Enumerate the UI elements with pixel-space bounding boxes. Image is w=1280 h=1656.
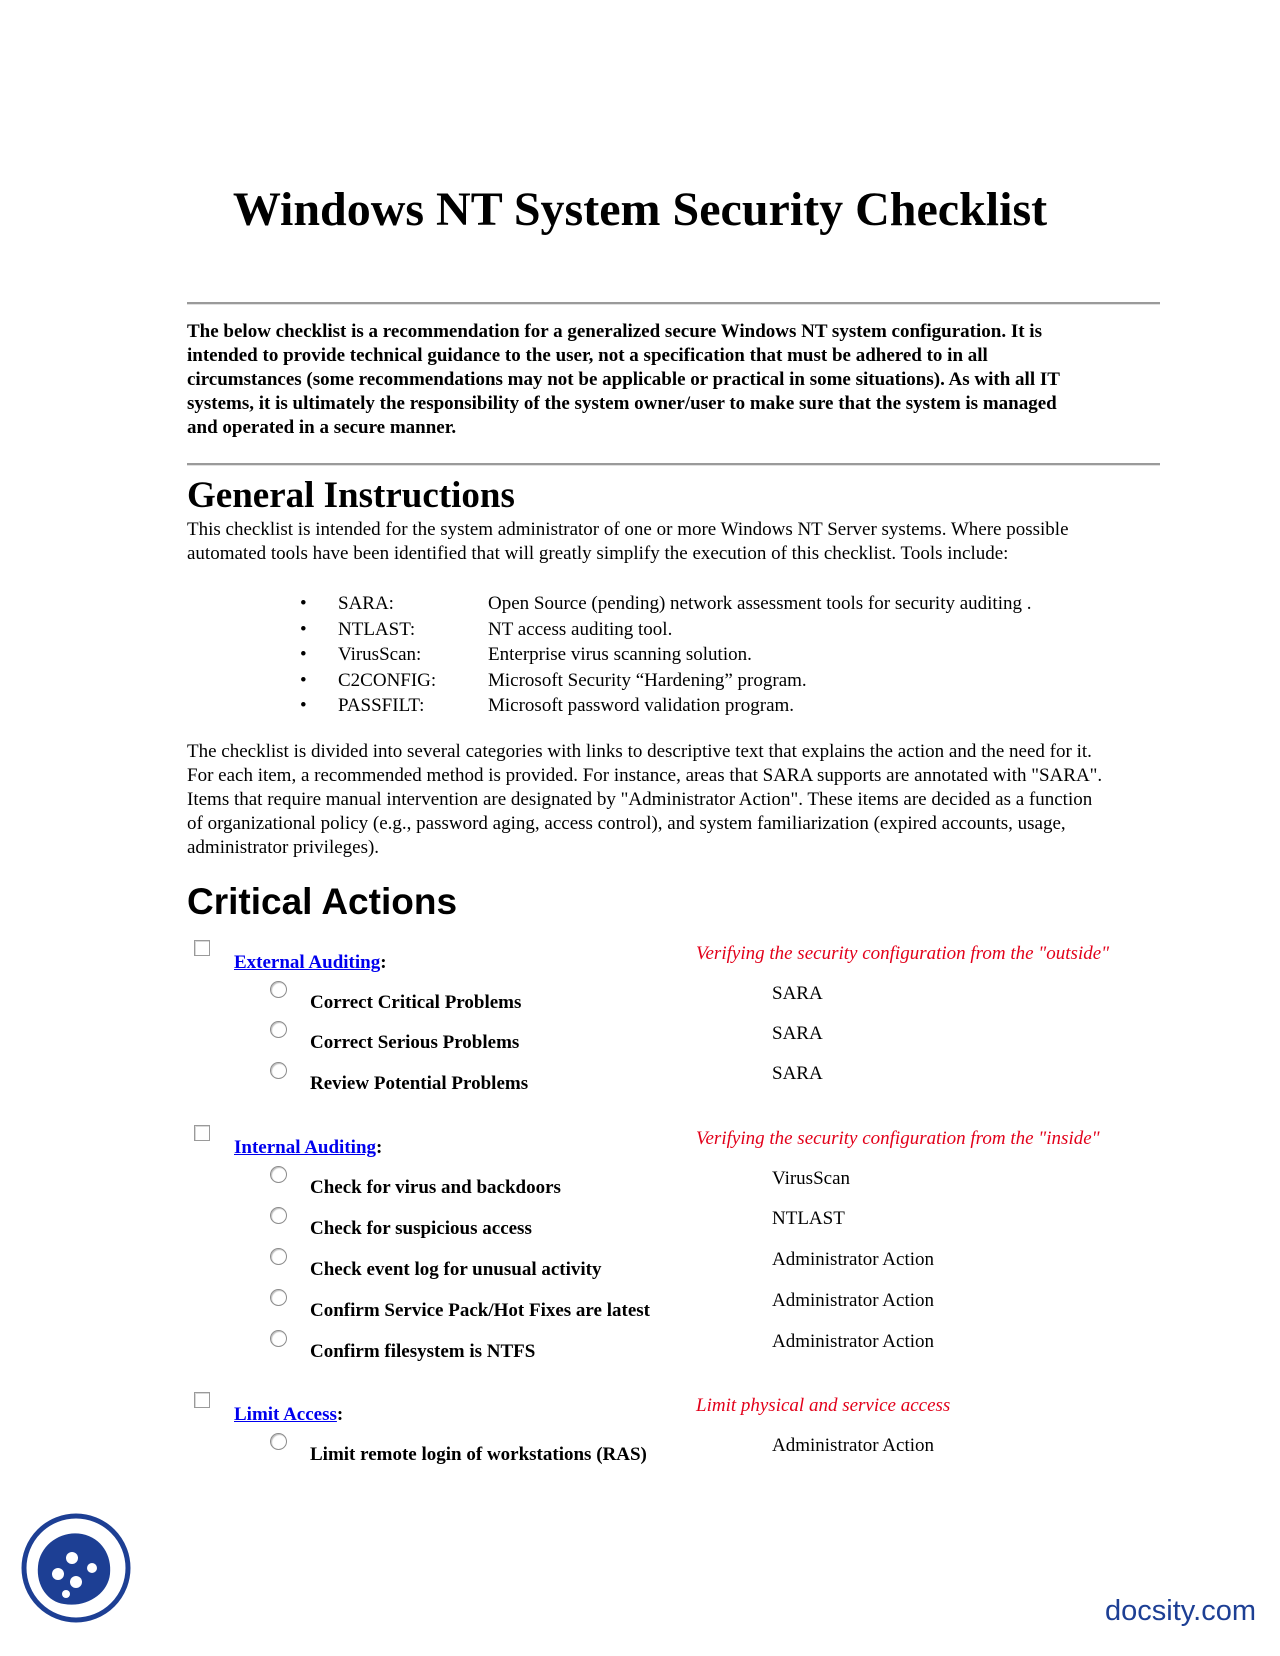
bullet: • (300, 593, 307, 614)
internal-auditing-link[interactable]: Internal Auditing (234, 1137, 377, 1158)
general-paragraph-1: This checklist is intended for the system administrator of one or more Windows NT Server systems. Where possible automated tools have been identified that will greatly simplify the execution of this checklist. Tools include: (187, 519, 1069, 564)
item-tool: SARA (772, 1063, 823, 1084)
limit-access-description: Limit physical and service access (696, 1395, 951, 1416)
item-label: Check for virus and backdoors (310, 1177, 561, 1198)
item-label: Confirm filesystem is NTFS (310, 1341, 536, 1362)
external-auditing-category (234, 952, 387, 974)
external-auditing-checkbox[interactable] (194, 940, 210, 956)
item-label: Check for suspicious access (310, 1218, 532, 1239)
item-tool: VirusScan (772, 1168, 851, 1189)
item-label: Check event log for unusual activity (310, 1259, 602, 1280)
tool-name: SARA: (338, 593, 394, 614)
radio-review-potential[interactable] (270, 1062, 287, 1079)
item-label: Correct Serious Problems (310, 1032, 520, 1053)
tool-description: Microsoft Security “Hardening” program. (488, 669, 807, 691)
item-tool: NTLAST (772, 1208, 845, 1229)
item-tool: Administrator Action (772, 1331, 935, 1352)
external-auditing-description: Verifying the security configuration from the "outside" (696, 943, 1110, 964)
internal-auditing-checkbox[interactable] (194, 1125, 210, 1141)
radio-check-suspicious[interactable] (270, 1207, 287, 1224)
tool-name: C2CONFIG: (338, 669, 437, 691)
bullet: • (300, 618, 307, 640)
item-label: Confirm Service Pack/Hot Fixes are latest (310, 1300, 650, 1321)
limit-access-link[interactable]: Limit Access (234, 1404, 337, 1425)
tool-description: Microsoft password validation program. (488, 695, 795, 716)
item-tool: Administrator Action (772, 1249, 935, 1270)
docsity-logo-icon (20, 1512, 132, 1624)
radio-confirm-service-pack[interactable] (270, 1289, 287, 1306)
tool-name: NTLAST: (338, 618, 416, 640)
tool-description: NT access auditing tool. (488, 618, 673, 640)
critical-actions-heading: Critical Actions (187, 881, 458, 922)
internal-auditing-description: Verifying the security configuration from the "inside" (696, 1128, 1100, 1149)
item-tool: SARA (772, 1023, 823, 1044)
docsity-brand[interactable]: docsity.com (1105, 1595, 1256, 1627)
general-instructions-heading: General Instructions (187, 475, 515, 516)
item-tool: Administrator Action (772, 1435, 935, 1456)
tool-description: Open Source (pending) network assessment tools for security auditing . (488, 593, 1032, 614)
tool-name: VirusScan: (338, 644, 422, 665)
bullet: • (300, 695, 307, 716)
divider (187, 302, 1160, 305)
divider (187, 463, 1160, 466)
tool-name: PASSFILT: (338, 695, 425, 716)
bullet: • (300, 669, 307, 691)
internal-auditing-category (234, 1137, 382, 1159)
tool-description: Enterprise virus scanning solution. (488, 644, 752, 665)
intro-paragraph: The below checklist is a recommendation for a generalized secure Windows NT system configuration. It is intended to provide technical guidance to the user, not a specification that must be adhered to in all circumstances (some recommendations may not be applicable or practical in some situations). As with all IT systems, it is ultimately the responsibility of the system owner/user to make sure that the system is managed and operated in a secure manner. (187, 321, 1060, 438)
page-title: Windows NT System Security Checklist (232, 183, 1048, 236)
radio-check-virus[interactable] (270, 1166, 287, 1183)
radio-limit-remote-login[interactable] (270, 1433, 287, 1450)
radio-confirm-ntfs[interactable] (270, 1330, 287, 1347)
radio-correct-serious[interactable] (270, 1021, 287, 1038)
bullet: • (300, 644, 307, 665)
external-auditing-link[interactable]: External Auditing (234, 952, 381, 973)
limit-access-category (234, 1404, 343, 1426)
item-label: Review Potential Problems (310, 1073, 529, 1094)
colon: : (376, 1137, 383, 1158)
item-label: Limit remote login of workstations (RAS) (310, 1444, 647, 1465)
radio-check-event-log[interactable] (270, 1248, 287, 1265)
limit-access-checkbox[interactable] (194, 1392, 210, 1408)
colon: : (380, 952, 387, 973)
radio-correct-critical[interactable] (270, 981, 287, 998)
colon: : (336, 1404, 344, 1425)
item-tool: Administrator Action (772, 1290, 935, 1311)
item-tool: SARA (772, 983, 823, 1004)
general-paragraph-2: The checklist is divided into several categories with links to descriptive text that explains the action and the need for it. For each item, a recommended method is provided. For instance, areas that SARA supports are annotated with "SARA". Items that require manual intervention are designated by "Administrator Action". These items are decided as a function of organizational policy (e.g., password aging, access control), and system familiarization (expired accounts, usage, administrator privileges). (187, 741, 1103, 858)
item-label: Correct Critical Problems (310, 992, 522, 1013)
